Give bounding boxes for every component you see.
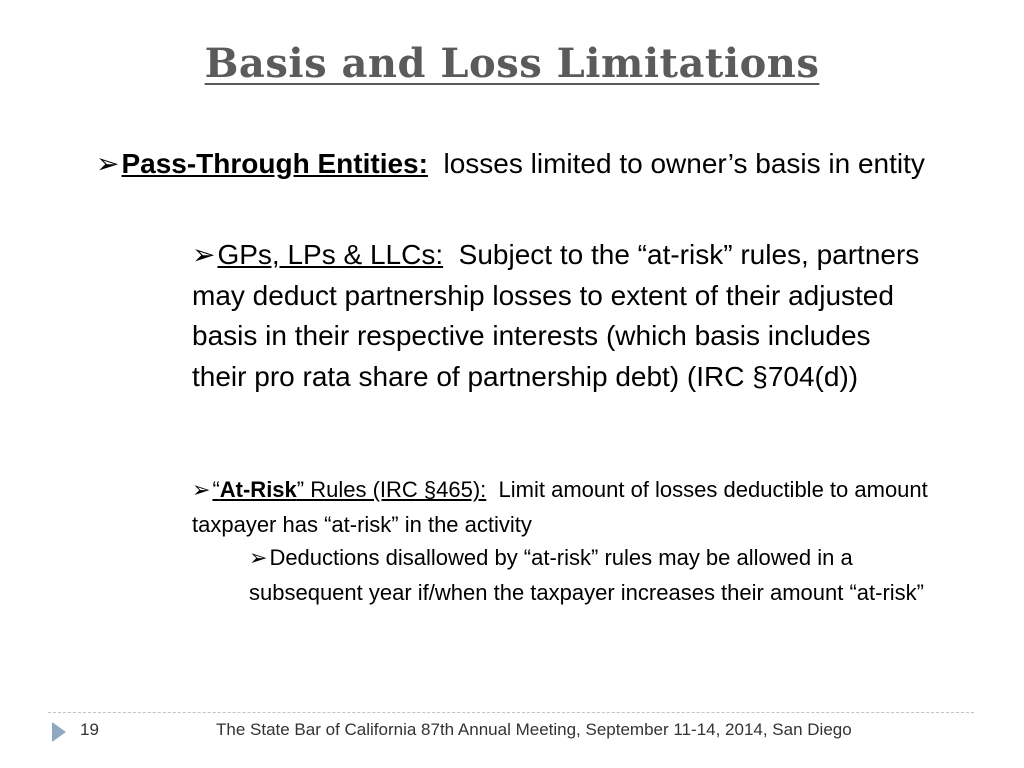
bullet-text: losses limited to owner’s basis in entity [427, 148, 925, 179]
bullet-label-bold: At-Risk [219, 477, 297, 502]
footer-divider [48, 712, 974, 713]
arrow-bullet-icon: ➢ [249, 546, 268, 571]
arrow-bullet-icon: ➢ [96, 147, 120, 180]
footer-text: The State Bar of California 87th Annual Meeting, September 11-14, 2014, San Diego [216, 720, 852, 739]
page-number: 19 [80, 720, 99, 739]
bullet-label [212, 477, 486, 502]
bullet-text: Limit amount of losses deductible to amount taxpayer has “at-risk” in the activity [192, 477, 934, 537]
slide-title [0, 40, 1024, 87]
bullet-label-open-quote: “ [212, 477, 220, 502]
bullet-gps-lps-llcs [192, 235, 932, 397]
arrow-bullet-icon: ➢ [192, 478, 211, 503]
bullet-deductions-disallowed [249, 541, 939, 610]
bullet-label: GPs, LPs & LLCs: [217, 239, 444, 270]
bullet-text: Subject to the “at-risk” rules, partners may deduct partnership losses to extent of their adjusted basis in their respective interests (which basis includes their pro rata share of partnership debt) (IRC §704(d)) [192, 239, 928, 392]
bullet-label-rest: ” Rules (IRC §465): [296, 477, 487, 502]
bullet-at-risk-rules [192, 473, 932, 542]
bullet-text: Deductions disallowed by “at-risk” rules may be allowed in a subsequent year if/when the taxpayer increases their amount “at-risk” [249, 545, 924, 605]
slide-title-text: Basis and Loss Limitations [204, 40, 820, 87]
triangle-icon [52, 722, 66, 742]
arrow-bullet-icon: ➢ [192, 238, 216, 271]
bullet-label: Pass-Through Entities: [121, 148, 428, 179]
bullet-pass-through-entities [96, 143, 926, 185]
